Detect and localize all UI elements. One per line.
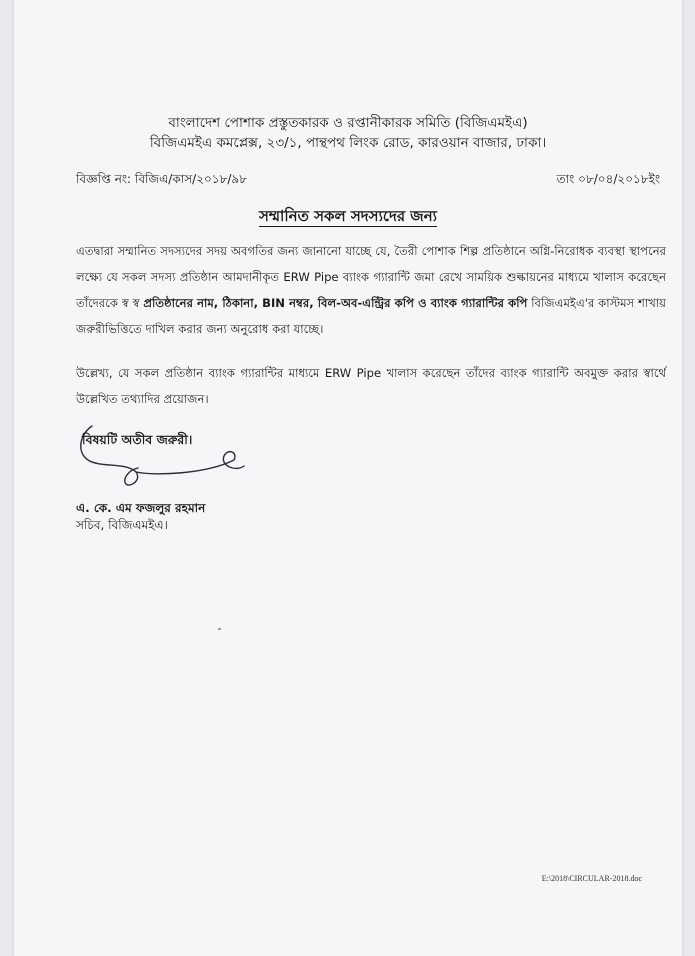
notice-reference: বিজ্ঞপ্তি নং: বিজিএ/কাস/২০১৮/৯৮ — [76, 172, 247, 186]
subject-text: সম্মানিত সকল সদস্যদের জন্য — [258, 207, 438, 225]
p1-bold: প্রতিষ্ঠানের নাম, ঠিকানা, BIN নম্বর, বিল-অব-এন্ট্রির কপি ও ব্যাংক গ্যারান্টির কপি — [143, 296, 528, 310]
org-name: বাংলাদেশ পোশাক প্রস্তুতকারক ও রপ্তানীকারক সমিতি (বিজিএমইএ) — [168, 115, 528, 131]
org-address: বিজিএমইএ কমপ্লেক্স, ২৩/১, পান্থপথ লিংক রোড, কারওয়ান বাজার, ঢাকা। — [149, 135, 547, 151]
urgent-note: বিষয়টি অতীব জরুরী। — [82, 432, 193, 447]
body-paragraph-1 — [76, 238, 666, 342]
notice-date: তাং ০৮/০৪/২০১৮ইং — [556, 172, 660, 186]
file-path-footer: E:\2018\CIRCULAR-2018.doc — [541, 874, 642, 883]
paper-speck — [218, 628, 221, 630]
signatory-name: এ. কে. এম ফজলুর রহমান — [76, 501, 206, 515]
p1-end: বিজিএমইএ'র কাস্টমস শাখায় জরুরীভিত্তিতে দাখিল করার জন্য অনুরোধ করা যাচ্ছে। — [76, 296, 667, 336]
signatory-title: সচিব, বিজিএমইএ। — [76, 518, 168, 532]
p1-start: এতদ্বারা সম্মানিত সদস্যদের সদয় অবগতির জন্য জানানো যাচ্ছে যে, তৈরী পোশাক শিল্প প্রতিষ্ঠানে অগ্নি-নিরোধক ব্যবস্থা স্থাপনের লক্ষ্যে যে সকল সদস্য প্রতিষ্ঠান আমদানীকৃত ERW Pipe ব্যাংক গ্যারান্টি জমা রেখে সাময়িক শুল্কায়নের মাধ্যমে খালাস করেছেন তাঁদেরকে স্ব স্ব — [76, 244, 666, 310]
body-paragraph-2: উল্লেখ্য, যে সকল প্রতিষ্ঠান ব্যাংক গ্যারান্টির মাধ্যমে ERW Pipe খালাস করেছেন তাঁদের ব্যাংক গ্যারান্টি অবমুক্ত করার স্বার্থে উল্লেখিত তথ্যাদির প্রয়োজন। — [76, 366, 666, 406]
document-page — [14, 0, 682, 956]
notice-subject — [14, 205, 682, 230]
